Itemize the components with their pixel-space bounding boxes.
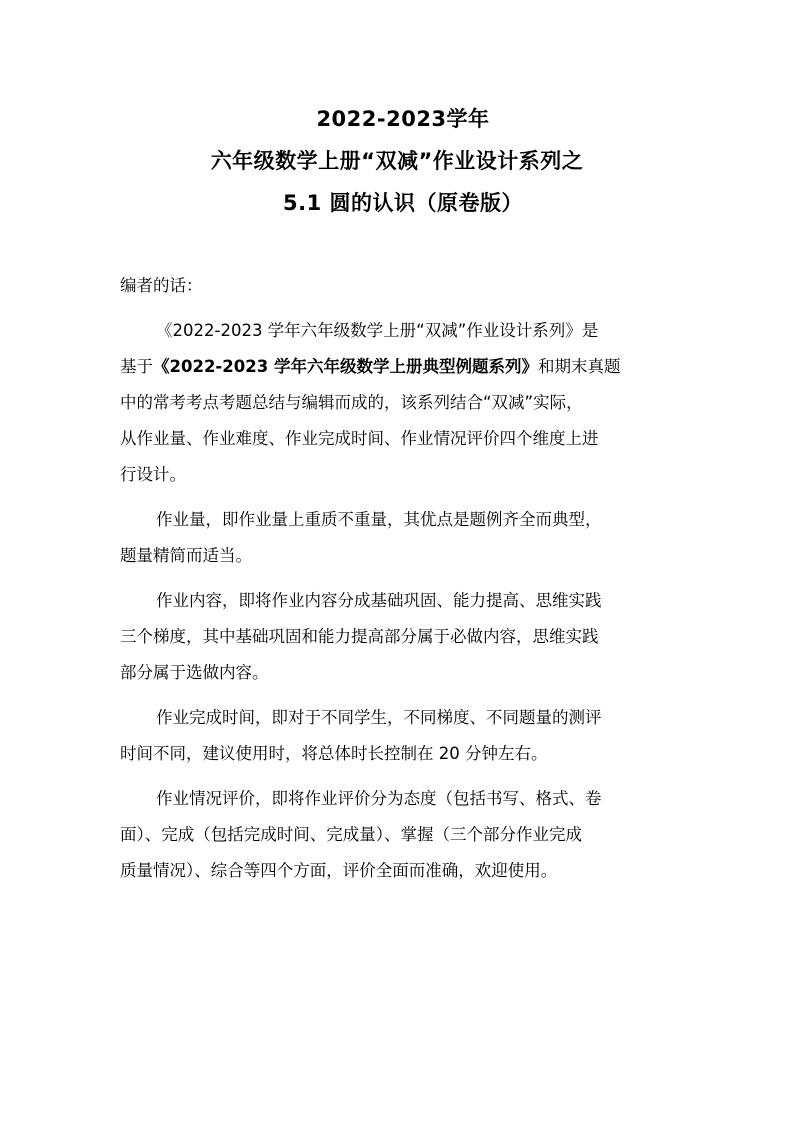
paragraph-line: 作业量，即作业量上重质不重量，其优点是题例齐全而典型， — [156, 510, 602, 529]
editor-note — [120, 268, 668, 889]
paragraph-line: 作业内容，即将作业内容分成基础巩固、能力提高、思维实践 — [156, 591, 602, 610]
paragraph-line: 质量情况）、综合等四个方面，评价全面而准确，欢迎使用。 — [120, 861, 558, 880]
paragraph-text: 和期末真题 — [537, 357, 621, 376]
paragraph-line: 面）、完成（包括完成时间、完成量）、掌握（三个部分作业完成 — [120, 825, 582, 844]
paragraph-evaluation — [120, 781, 668, 889]
title-series: 六年级数学上册“双减”作业设计系列之 — [210, 149, 584, 173]
paragraph-series-intro — [120, 313, 668, 493]
document-title — [0, 98, 794, 224]
editor-note-label: 编者的话： — [120, 276, 203, 295]
paragraph-workload — [120, 502, 668, 574]
paragraph-line — [120, 349, 668, 385]
paragraph-line: 作业完成时间，即对于不同学生，不同梯度、不同题量的测评 — [156, 708, 602, 727]
paragraph-line: 中的常考考点考题总结与编辑而成的，该系列结合“双减”实际， — [120, 393, 583, 412]
paragraph-text: 基于 — [120, 357, 153, 376]
paragraph-line: 作业情况评价，即将作业评价分为态度（包括书写、格式、卷 — [156, 789, 602, 808]
paragraph-line: 三个梯度，其中基础巩固和能力提高部分属于必做内容，思维实践 — [120, 627, 599, 646]
series-reference-bold: 《2022-2023 学年六年级数学上册典型例题系列》 — [153, 357, 538, 376]
paragraph-line: 题量精简而适当。 — [120, 546, 252, 565]
paragraph-line: 从作业量、作业难度、作业完成时间、作业情况评价四个维度上进 — [120, 429, 599, 448]
paragraph-time — [120, 700, 668, 772]
paragraph-line: 部分属于选做内容。 — [120, 663, 269, 682]
title-year: 2022-2023学年 — [316, 107, 490, 131]
paragraph-line: 时间不同，建议使用时，将总体时长控制在 20 分钟左右。 — [120, 744, 548, 763]
paragraph-content — [120, 583, 668, 691]
paragraph-line: 行设计。 — [120, 465, 186, 484]
paragraph-line: 《2022-2023 学年六年级数学上册“双减”作业设计系列》是 — [156, 321, 599, 340]
title-lesson: 5.1 圆的认识（原卷版） — [282, 191, 523, 215]
